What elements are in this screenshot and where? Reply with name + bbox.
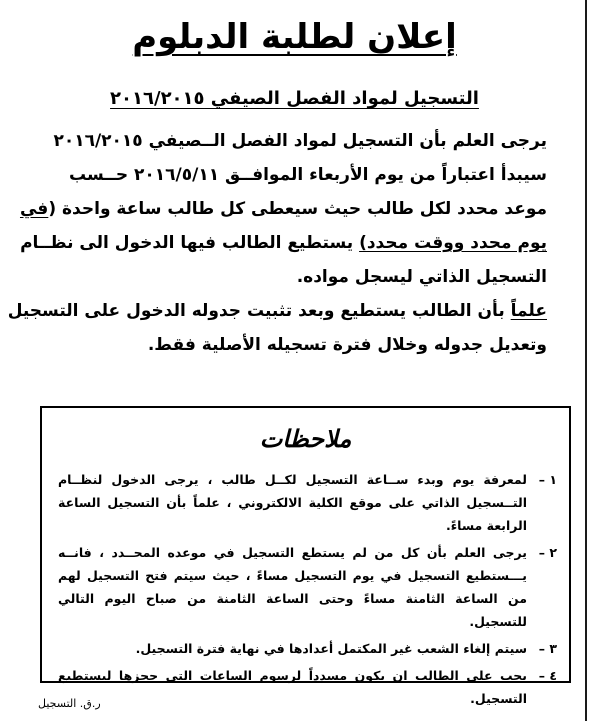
- note-number: ٢ –: [538, 545, 557, 560]
- body-text-segment: التسجيل الذاتي ليسجل مواده.: [296, 267, 547, 287]
- body-line-4: [20, 226, 547, 260]
- body-line-1: [40, 124, 547, 158]
- body-text-segment: وتعديل جدوله وخلال فترة تسجيله الأصلية فقط.: [147, 335, 547, 355]
- list-item: [58, 468, 557, 537]
- list-item: [58, 541, 557, 633]
- note-text: لمعرفة يوم وبدء ســاعة التسجيل لكــل طالب ، يرجى الدخول لنظــام التــسجيل الذاتي على موقع الكلية الالكتروني ، علماً بأن التسجيل الساعة الرابعة مساءً.: [58, 472, 527, 533]
- note-number: ٣ –: [538, 641, 557, 656]
- body-text-underlined: يوم محدد ووقت محدد): [359, 233, 547, 253]
- body-text-segment: موعد محدد لكل طالب حيث سيعطى كل طالب ساعة واحدة (: [48, 199, 547, 219]
- list-item: [58, 664, 557, 710]
- announcement-body: [7, 124, 547, 362]
- note-text: يرجى العلم بأن كل من لم يستطع التسجيل في موعده المحــدد ، فانــه يـــستطيع التسجيل في يوم التسجيل مساءً ، حيث سيتم فتح التسجيل لهم من الساعة الثامنة مساءً وحتى الساعة الثامنة من صباح اليوم التالي للتسجيل.: [58, 545, 527, 629]
- body-line-3: [19, 192, 547, 226]
- footer-signature: ر.ق. التسجيل: [38, 697, 101, 710]
- body-text-segment: بأن الطالب يستطيع وبعد تثبيت جدوله الدخول على التسجيل: [7, 301, 511, 321]
- page-subtitle: التسجيل لمواد الفصل الصيفي ٢٠١٦/٢٠١٥: [110, 88, 479, 109]
- body-text-underlined: في: [19, 199, 49, 219]
- note-text: سيتم إلغاء الشعب غير المكتمل أعدادها في نهاية فترة التسجيل.: [135, 641, 527, 656]
- notes-heading: ملاحظات: [259, 424, 352, 453]
- body-line-5: [40, 260, 547, 294]
- note-number: ٤ –: [538, 668, 557, 683]
- body-line-7: [40, 328, 547, 362]
- note-number: ١ –: [538, 472, 557, 487]
- body-line-6: [7, 294, 547, 328]
- body-line-2: [40, 158, 547, 192]
- body-text-segment: يرجى العلم بأن التسجيل لمواد الفصل الــصيفي ٢٠١٦/٢٠١٥: [53, 131, 547, 151]
- page-title: إعلان لطلبة الدبلوم: [132, 17, 457, 57]
- note-text: يجب على الطالب ان يكون مسدداً لرسوم الساعات التي حجزها ليستطيع التسجيل.: [58, 668, 527, 706]
- body-text-segment: سيبدأ اعتباراً من يوم الأربعاء الموافــق ٢٠١٦/٥/١١ حــسب: [68, 165, 547, 185]
- notes-list: [58, 468, 557, 714]
- list-item: [58, 637, 557, 660]
- page-edge-line: [585, 0, 587, 721]
- body-text-segment: يستطيع الطالب فيها الدخول الى نظــام: [20, 233, 360, 253]
- body-text-underlined: علماً: [510, 301, 547, 321]
